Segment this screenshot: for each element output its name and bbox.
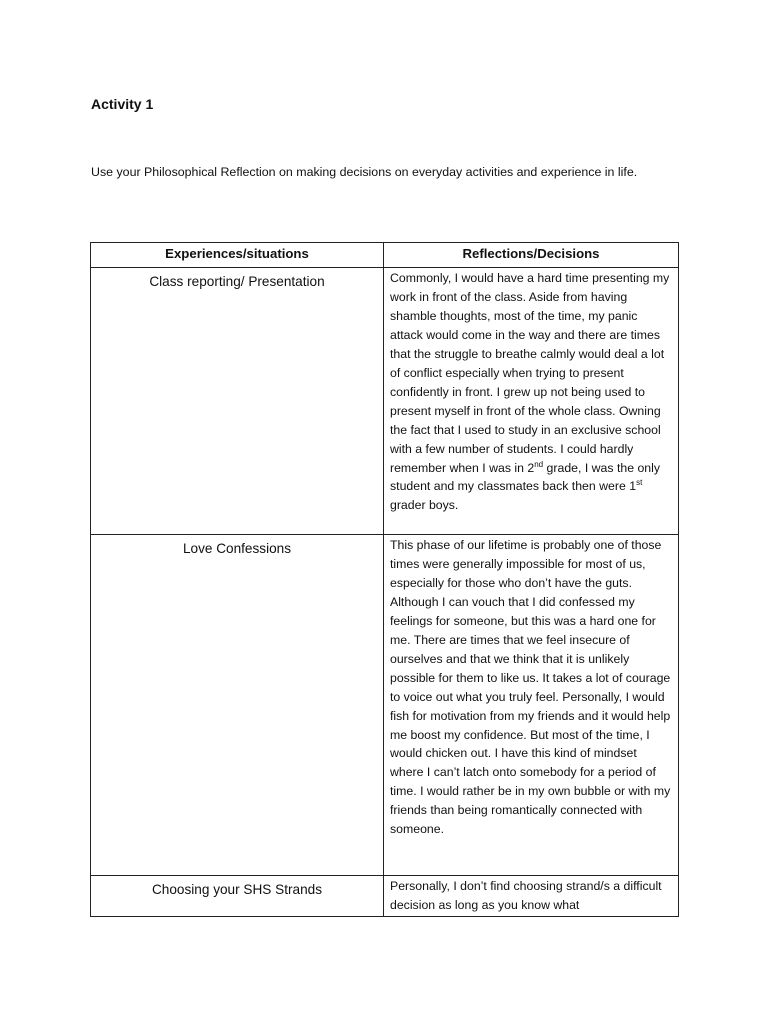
activity-title: Activity 1 <box>91 96 154 112</box>
header-experiences: Experiences/situations <box>91 243 384 268</box>
table-row <box>91 876 679 917</box>
header-reflections: Reflections/Decisions <box>384 243 679 268</box>
situation-cell: Choosing your SHS Strands <box>91 876 384 917</box>
table-row <box>91 268 679 535</box>
ordinal-suffix: st <box>636 478 643 488</box>
table-header-row <box>91 243 679 268</box>
reflection-cell: This phase of our lifetime is probably one of those times were generally impossible for most of us, especially for those who don’t have the guts. Although I can vouch that I did confessed my feelings for someone, but this was a hard one for me. There are times that we feel insecure of ourselves and that we think that it is unlikely possible for them to like us. It takes a lot of courage to voice out what you truly feel. Personally, I would fish for motivation from my friends and it would help me boost my confidence. But most of the time, I would chicken out. I have this kind of mindset where I can’t latch onto somebody for a period of time. I would rather be in my own bubble or with my friends than being romantically connected with someone. <box>384 535 679 876</box>
reflection-cell <box>384 876 679 917</box>
ordinal-suffix: nd <box>534 459 544 469</box>
reflection-cell <box>384 268 679 535</box>
situation-cell: Class reporting/ Presentation <box>91 268 384 535</box>
reflection-text: grader boys. <box>390 498 459 513</box>
table-row <box>91 535 679 876</box>
situation-cell: Love Confessions <box>91 535 384 876</box>
reflection-text: Personally, I don’t find choosing strand/s a difficult decision as long as you know what <box>390 879 662 912</box>
reflection-table <box>90 242 679 917</box>
reflection-text: Commonly, I would have a hard time presenting my work in front of the class. Aside from having shamble thoughts, most of the time, my panic attack would come in the way and there are times that the struggle to breathe calmly would deal a lot of conflict especially when trying to present confidently in front. I grew up not being used to present myself in front of the whole class. Owning the fact that I used to study in an exclusive school with a few number of students. I could hardly remember when I was in 2 <box>390 271 670 475</box>
instructions-text: Use your Philosophical Reflection on making decisions on everyday activities and experience in life. <box>91 165 638 179</box>
reflection-text: grade, I was the only student and my classmates back then were 1 <box>390 460 661 494</box>
